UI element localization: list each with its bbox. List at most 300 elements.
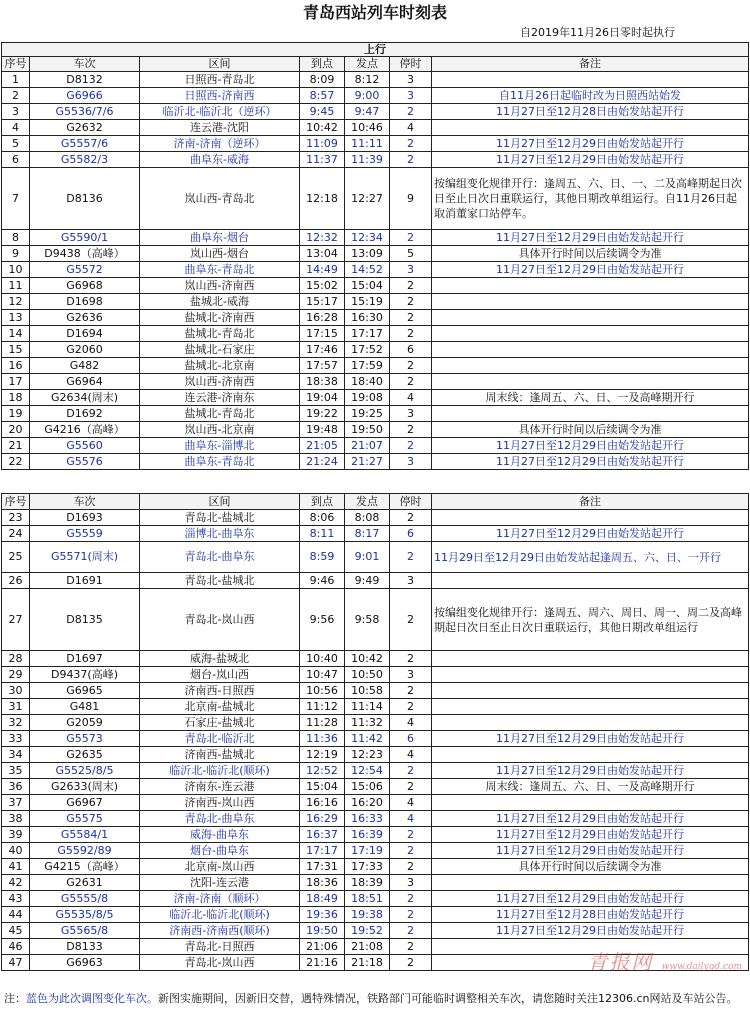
cell-stop: 3	[390, 88, 432, 104]
cell-dep: 21:07	[345, 438, 390, 454]
cell-no: 19	[2, 406, 30, 422]
cell-stop: 2	[390, 104, 432, 120]
cell-no: 18	[2, 390, 30, 406]
cell-route: 盐城北-石家庄	[140, 342, 300, 358]
cell-route: 烟台-岚山西	[140, 667, 300, 683]
cell-route: 盐城北-济南西	[140, 310, 300, 326]
cell-note: 11月27日至12月29日由始发站起开行	[432, 811, 749, 827]
cell-route: 连云港-济南东	[140, 390, 300, 406]
cell-stop: 6	[390, 342, 432, 358]
header-arr: 到点	[300, 57, 345, 72]
cell-dep: 15:19	[345, 294, 390, 310]
table-row	[2, 168, 749, 230]
cell-no: 10	[2, 262, 30, 278]
cell-route: 日照西-青岛北	[140, 72, 300, 88]
cell-train: D1697	[30, 651, 140, 667]
cell-note	[432, 294, 749, 310]
table-row	[2, 438, 749, 454]
cell-note: 11月27日至12月29日由始发站起开行	[432, 438, 749, 454]
cell-dep: 16:39	[345, 827, 390, 843]
cell-stop: 2	[390, 859, 432, 875]
cell-route: 烟台-曲阜东	[140, 843, 300, 859]
cell-dep: 16:33	[345, 811, 390, 827]
cell-arr: 12:52	[300, 763, 345, 779]
cell-stop: 2	[390, 136, 432, 152]
cell-note: 11月27日至12月29日由始发站起开行	[432, 136, 749, 152]
cell-no: 40	[2, 843, 30, 859]
cell-stop: 2	[390, 358, 432, 374]
header-train: 车次	[30, 494, 140, 510]
cell-no: 29	[2, 667, 30, 683]
cell-route: 淄博北-曲阜东	[140, 526, 300, 542]
cell-note: 按编组变化规律开行：逢周五、六、日、一、二及高峰期起日次日至止日次日重联运行，其他日期改单组运行。自11月26日起取消董家口站停车。	[432, 168, 749, 230]
cell-route: 青岛北-盐城北	[140, 573, 300, 589]
cell-route: 临沂北-临沂北（逆环）	[140, 104, 300, 120]
cell-no: 13	[2, 310, 30, 326]
cell-train: D8132	[30, 72, 140, 88]
cell-arr: 18:49	[300, 891, 345, 907]
cell-train: G5575	[30, 811, 140, 827]
cell-route: 济南西-岚山西	[140, 795, 300, 811]
cell-stop: 6	[390, 731, 432, 747]
up-table	[1, 42, 749, 470]
cell-train: G5573	[30, 731, 140, 747]
cell-route: 青岛北-曲阜东	[140, 811, 300, 827]
cell-note	[432, 310, 749, 326]
cell-note: 11月27日至12月29日由始发站起开行	[432, 843, 749, 859]
cell-route: 威海-盐城北	[140, 651, 300, 667]
header-stop: 停时	[390, 494, 432, 510]
cell-train: G2636	[30, 310, 140, 326]
cell-train: G5584/1	[30, 827, 140, 843]
table-row	[2, 811, 749, 827]
cell-route: 曲阜东-青岛北	[140, 262, 300, 278]
cell-no: 6	[2, 152, 30, 168]
cell-arr: 10:56	[300, 683, 345, 699]
cell-no: 27	[2, 589, 30, 651]
cell-dep: 12:34	[345, 230, 390, 246]
cell-arr: 19:36	[300, 907, 345, 923]
cell-train: G6966	[30, 88, 140, 104]
cell-arr: 9:45	[300, 104, 345, 120]
cell-stop: 2	[390, 843, 432, 859]
table-row	[2, 422, 749, 438]
cell-note	[432, 358, 749, 374]
cell-route: 盐城北-北京南	[140, 358, 300, 374]
cell-arr: 8:59	[300, 542, 345, 573]
cell-train: G2633(周末)	[30, 779, 140, 795]
cell-train: G6967	[30, 795, 140, 811]
header-route: 区间	[140, 494, 300, 510]
cell-stop: 2	[390, 699, 432, 715]
cell-dep: 9:01	[345, 542, 390, 573]
cell-note	[432, 374, 749, 390]
cell-route: 连云港-沈阳	[140, 120, 300, 136]
footer-prefix: 注：	[4, 992, 26, 1005]
table-row	[2, 827, 749, 843]
cell-stop: 9	[390, 168, 432, 230]
cell-train: G2635	[30, 747, 140, 763]
table-row	[2, 310, 749, 326]
cell-no: 25	[2, 542, 30, 573]
cell-train: D1698	[30, 294, 140, 310]
cell-train: G4216（高峰）	[30, 422, 140, 438]
down-table	[1, 493, 749, 971]
cell-route: 临沂北-临沂北(顺环)	[140, 763, 300, 779]
cell-dep: 13:09	[345, 246, 390, 262]
cell-arr: 17:31	[300, 859, 345, 875]
cell-note: 按编组变化规律开行：逢周五、周六、周日、周一、周二及高峰期起日次日至止日次日重联运行，其他日期改单组运行	[432, 589, 749, 651]
cell-route: 临沂北-临沂北(顺环)	[140, 907, 300, 923]
cell-route: 岚山西-济南西	[140, 374, 300, 390]
cell-no: 5	[2, 136, 30, 152]
cell-note: 周末线：逢周五、六、日、一及高峰期开行	[432, 390, 749, 406]
cell-no: 47	[2, 955, 30, 971]
cell-note: 具体开行时间以后续调令为准	[432, 422, 749, 438]
cell-dep: 17:33	[345, 859, 390, 875]
cell-arr: 12:32	[300, 230, 345, 246]
cell-note: 11月27日至12月29日由始发站起开行	[432, 891, 749, 907]
cell-dep: 14:52	[345, 262, 390, 278]
cell-arr: 16:16	[300, 795, 345, 811]
cell-note	[432, 72, 749, 88]
cell-stop: 4	[390, 795, 432, 811]
cell-route: 青岛北-岚山西	[140, 955, 300, 971]
cell-dep: 17:52	[345, 342, 390, 358]
cell-dep: 21:27	[345, 454, 390, 470]
cell-train: G2634(周末)	[30, 390, 140, 406]
cell-stop: 2	[390, 891, 432, 907]
table-row	[2, 358, 749, 374]
cell-train: D1693	[30, 510, 140, 526]
table-row	[2, 406, 749, 422]
table-row	[2, 510, 749, 526]
cell-dep: 9:47	[345, 104, 390, 120]
cell-route: 曲阜东-青岛北	[140, 454, 300, 470]
cell-stop: 4	[390, 811, 432, 827]
cell-train: G5535/8/5	[30, 907, 140, 923]
cell-no: 14	[2, 326, 30, 342]
table-row	[2, 278, 749, 294]
cell-arr: 17:15	[300, 326, 345, 342]
cell-train: G4215（高峰）	[30, 859, 140, 875]
cell-note	[432, 510, 749, 526]
header-note: 备注	[432, 57, 749, 72]
cell-arr: 11:09	[300, 136, 345, 152]
table-row	[2, 342, 749, 358]
cell-route: 济南-济南（逆环）	[140, 136, 300, 152]
cell-arr: 19:22	[300, 406, 345, 422]
table-row	[2, 390, 749, 406]
cell-train: G2060	[30, 342, 140, 358]
cell-arr: 19:48	[300, 422, 345, 438]
header-no: 序号	[2, 494, 30, 510]
table-row	[2, 715, 749, 731]
cell-note	[432, 795, 749, 811]
cell-dep: 19:08	[345, 390, 390, 406]
footer-note	[4, 990, 746, 1007]
cell-dep: 10:46	[345, 120, 390, 136]
cell-stop: 2	[390, 374, 432, 390]
cell-dep: 8:12	[345, 72, 390, 88]
cell-stop: 2	[390, 310, 432, 326]
cell-note: 具体开行时间以后续调令为准	[432, 246, 749, 262]
cell-route: 青岛北-临沂北	[140, 731, 300, 747]
cell-arr: 16:37	[300, 827, 345, 843]
cell-dep: 12:23	[345, 747, 390, 763]
table-row	[2, 875, 749, 891]
header-train: 车次	[30, 57, 140, 72]
table-row	[2, 374, 749, 390]
table-row	[2, 795, 749, 811]
cell-train: D9438（高峰）	[30, 246, 140, 262]
cell-stop: 2	[390, 230, 432, 246]
cell-dep: 9:00	[345, 88, 390, 104]
cell-stop: 3	[390, 72, 432, 88]
cell-arr: 12:19	[300, 747, 345, 763]
header-note: 备注	[432, 494, 749, 510]
cell-dep: 19:25	[345, 406, 390, 422]
table-row	[2, 859, 749, 875]
effective-date: 自2019年11月26日零时起执行	[520, 26, 675, 39]
cell-arr: 18:36	[300, 875, 345, 891]
cell-no: 2	[2, 88, 30, 104]
cell-dep: 17:17	[345, 326, 390, 342]
cell-arr: 12:18	[300, 168, 345, 230]
cell-no: 30	[2, 683, 30, 699]
cell-dep: 17:59	[345, 358, 390, 374]
cell-stop: 2	[390, 827, 432, 843]
cell-route: 青岛北-岚山西	[140, 589, 300, 651]
cell-train: G482	[30, 358, 140, 374]
cell-note: 具体开行时间以后续调令为准	[432, 859, 749, 875]
cell-train: G6965	[30, 683, 140, 699]
table-row	[2, 651, 749, 667]
cell-dep: 17:19	[345, 843, 390, 859]
cell-stop: 2	[390, 779, 432, 795]
cell-no: 11	[2, 278, 30, 294]
cell-route: 岚山西-济南西	[140, 278, 300, 294]
cell-no: 34	[2, 747, 30, 763]
cell-dep: 11:42	[345, 731, 390, 747]
cell-note: 周末线：逢周五、六、日、一及高峰期开行	[432, 779, 749, 795]
cell-note	[432, 651, 749, 667]
watermark-logo: 青报网 www.dailyqd.com	[587, 950, 742, 974]
table-row	[2, 843, 749, 859]
cell-stop: 5	[390, 246, 432, 262]
cell-arr: 17:46	[300, 342, 345, 358]
cell-dep: 21:18	[345, 955, 390, 971]
cell-arr: 13:04	[300, 246, 345, 262]
cell-no: 20	[2, 422, 30, 438]
cell-train: G5582/3	[30, 152, 140, 168]
cell-no: 9	[2, 246, 30, 262]
cell-train: G6968	[30, 278, 140, 294]
cell-stop: 2	[390, 907, 432, 923]
cell-route: 石家庄-盐城北	[140, 715, 300, 731]
cell-arr: 21:16	[300, 955, 345, 971]
cell-no: 22	[2, 454, 30, 470]
cell-note	[432, 667, 749, 683]
cell-route: 威海-曲阜东	[140, 827, 300, 843]
cell-train: D1694	[30, 326, 140, 342]
cell-dep: 8:17	[345, 526, 390, 542]
table-row	[2, 294, 749, 310]
table-row	[2, 136, 749, 152]
cell-stop: 2	[390, 510, 432, 526]
cell-note	[432, 699, 749, 715]
cell-note	[432, 326, 749, 342]
cell-arr: 15:04	[300, 779, 345, 795]
cell-stop: 2	[390, 651, 432, 667]
cell-arr: 19:04	[300, 390, 345, 406]
cell-note: 11月27日至12月29日由始发站起开行	[432, 731, 749, 747]
cell-note	[432, 875, 749, 891]
cell-arr: 8:11	[300, 526, 345, 542]
table-row	[2, 699, 749, 715]
table-row	[2, 88, 749, 104]
cell-dep: 21:08	[345, 939, 390, 955]
cell-train: G5592/89	[30, 843, 140, 859]
cell-stop: 3	[390, 262, 432, 278]
cell-arr: 17:57	[300, 358, 345, 374]
cell-note: 11月27日至12月29日由始发站起开行	[432, 230, 749, 246]
cell-stop: 3	[390, 406, 432, 422]
cell-dep: 9:49	[345, 573, 390, 589]
cell-arr: 11:37	[300, 152, 345, 168]
cell-arr: 15:02	[300, 278, 345, 294]
cell-route: 日照西-济南西	[140, 88, 300, 104]
cell-dep: 18:40	[345, 374, 390, 390]
cell-dep: 11:32	[345, 715, 390, 731]
cell-stop: 6	[390, 526, 432, 542]
cell-route: 济南西-日照西	[140, 683, 300, 699]
cell-arr: 9:46	[300, 573, 345, 589]
cell-train: G5559	[30, 526, 140, 542]
cell-train: G5555/8	[30, 891, 140, 907]
table-row	[2, 683, 749, 699]
cell-note	[432, 683, 749, 699]
cell-dep: 11:11	[345, 136, 390, 152]
cell-dep: 15:04	[345, 278, 390, 294]
cell-note	[432, 406, 749, 422]
cell-route: 青岛北-曲阜东	[140, 542, 300, 573]
cell-dep: 11:14	[345, 699, 390, 715]
table-row	[2, 230, 749, 246]
cell-arr: 16:29	[300, 811, 345, 827]
cell-stop: 3	[390, 454, 432, 470]
cell-arr: 21:24	[300, 454, 345, 470]
cell-stop: 4	[390, 390, 432, 406]
cell-dep: 18:51	[345, 891, 390, 907]
cell-stop: 2	[390, 763, 432, 779]
cell-train: D9437(高峰)	[30, 667, 140, 683]
cell-train: G5572	[30, 262, 140, 278]
cell-note: 11月27日至12月28日由始发站起开行	[432, 104, 749, 120]
cell-stop: 2	[390, 152, 432, 168]
cell-arr: 17:17	[300, 843, 345, 859]
cell-note: 11月27日至12月29日由始发站起开行	[432, 827, 749, 843]
cell-stop: 2	[390, 683, 432, 699]
table-row	[2, 454, 749, 470]
cell-route: 沈阳-连云港	[140, 875, 300, 891]
header-dep: 发点	[345, 494, 390, 510]
cell-stop: 2	[390, 955, 432, 971]
cell-dep: 16:30	[345, 310, 390, 326]
cell-dep: 10:50	[345, 667, 390, 683]
cell-route: 北京南-岚山西	[140, 859, 300, 875]
cell-stop: 4	[390, 120, 432, 136]
cell-stop: 2	[390, 923, 432, 939]
cell-note: 11月27日至12月29日由始发站起开行	[432, 262, 749, 278]
cell-arr: 11:12	[300, 699, 345, 715]
cell-train: G2631	[30, 875, 140, 891]
cell-arr: 11:28	[300, 715, 345, 731]
cell-no: 31	[2, 699, 30, 715]
cell-route: 盐城北-威海	[140, 294, 300, 310]
cell-train: G5590/1	[30, 230, 140, 246]
cell-dep: 11:39	[345, 152, 390, 168]
footer-text: 新图实施期间，因新旧交替，遇特殊情况，铁路部门可能临时调整相关车次，请您随时关注12306.cn网站及车站公告。	[158, 992, 738, 1005]
cell-train: G5557/6	[30, 136, 140, 152]
table-row	[2, 152, 749, 168]
cell-note: 11月27日至12月29日由始发站起开行	[432, 152, 749, 168]
page-title: 青岛西站列车时刻表	[302, 3, 447, 22]
cell-note	[432, 747, 749, 763]
cell-train: G2059	[30, 715, 140, 731]
cell-route: 岚山西-青岛北	[140, 168, 300, 230]
cell-no: 8	[2, 230, 30, 246]
cell-train: G2632	[30, 120, 140, 136]
table-row	[2, 246, 749, 262]
table-row	[2, 72, 749, 88]
cell-no: 42	[2, 875, 30, 891]
cell-stop: 3	[390, 667, 432, 683]
cell-train: D8136	[30, 168, 140, 230]
cell-dep: 8:08	[345, 510, 390, 526]
cell-route: 济南西-盐城北	[140, 747, 300, 763]
table-row	[2, 326, 749, 342]
table-row	[2, 262, 749, 278]
cell-no: 7	[2, 168, 30, 230]
cell-arr: 18:38	[300, 374, 345, 390]
cell-stop: 2	[390, 939, 432, 955]
cell-no: 3	[2, 104, 30, 120]
cell-dep: 19:38	[345, 907, 390, 923]
cell-dep: 10:42	[345, 651, 390, 667]
cell-no: 45	[2, 923, 30, 939]
cell-stop: 2	[390, 542, 432, 573]
cell-no: 35	[2, 763, 30, 779]
cell-arr: 10:42	[300, 120, 345, 136]
cell-arr: 11:36	[300, 731, 345, 747]
cell-stop: 2	[390, 294, 432, 310]
cell-train: G6964	[30, 374, 140, 390]
cell-note: 11月29日至12月29日由始发站起逢周五、六、日、一开行	[432, 542, 749, 573]
header-arr: 到点	[300, 494, 345, 510]
cell-stop: 2	[390, 589, 432, 651]
cell-no: 32	[2, 715, 30, 731]
cell-arr: 21:05	[300, 438, 345, 454]
cell-no: 12	[2, 294, 30, 310]
table-row	[2, 747, 749, 763]
table-row	[2, 667, 749, 683]
cell-arr: 16:28	[300, 310, 345, 326]
cell-train: G5536/7/6	[30, 104, 140, 120]
cell-route: 青岛北-日照西	[140, 939, 300, 955]
cell-train: G481	[30, 699, 140, 715]
cell-route: 青岛北-盐城北	[140, 510, 300, 526]
